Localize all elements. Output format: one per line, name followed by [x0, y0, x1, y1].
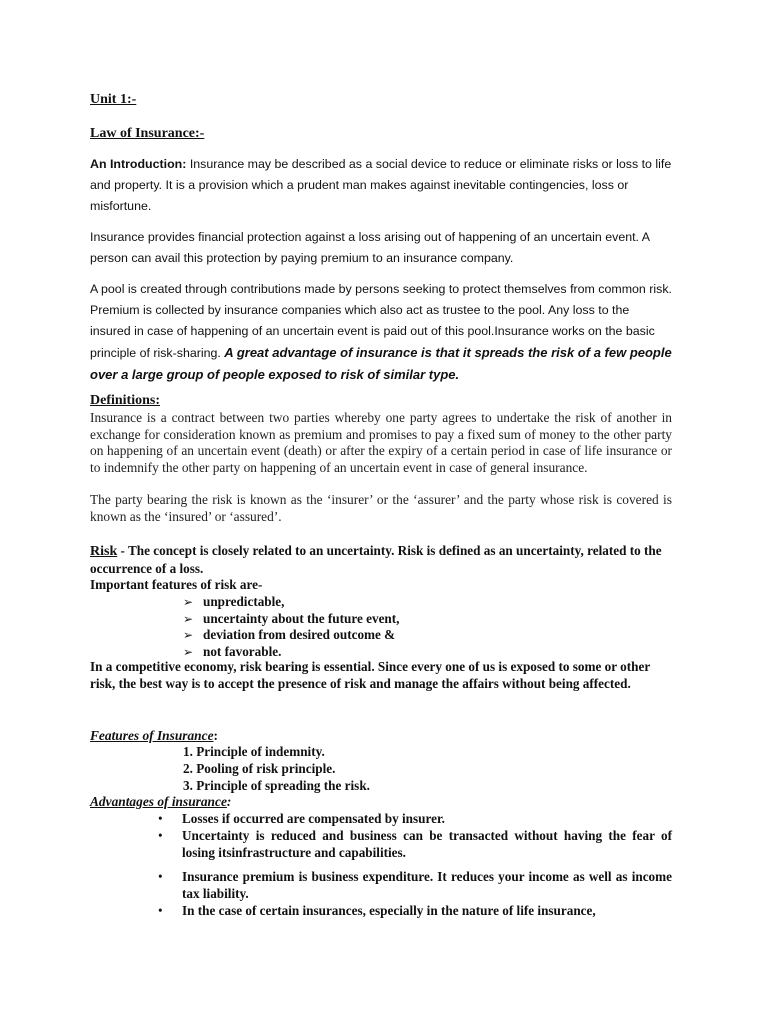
advantages-heading: Advantages of insurance	[90, 794, 227, 809]
risk-features-intro: Important features of risk are-	[90, 577, 263, 592]
risk-paragraph	[90, 543, 672, 577]
list-item: ➢ not favorable.	[183, 643, 282, 659]
list-item: • Uncertainty is reduced and business can be transacted without having the fear of losing itsinfrastructure and capabilities.	[158, 828, 672, 860]
risk-text: - The concept is closely related to an uncertainty. Risk is defined as an uncertainty, related to the occurrence of a loss.	[90, 543, 662, 576]
advantages-heading-row: Advantages of insurance:	[90, 794, 232, 809]
pool-text: A pool is created through contributions made by persons seeking to protect themselves from common risk. Premium is collected by insurance companies which also act as trustee to the pool. Any loss to the insured in case of happening of an uncertain event is paid out of this pool.Insurance works on the basic principle of risk-sharing.	[90, 282, 672, 360]
intro-label: An Introduction:	[90, 157, 187, 171]
unit-title: Unit 1:-	[90, 92, 137, 107]
advantages-list	[158, 810, 672, 861]
arrow-bullet-icon: ➢	[183, 611, 194, 626]
law-title: Law of Insurance:-	[90, 126, 205, 141]
intro-paragraph	[90, 154, 672, 217]
features-heading-row: Features of Insurance:	[90, 728, 218, 743]
definitions-paragraph-2: The party bearing the risk is known as the ‘insurer’ or the ‘assurer’ and the party whose risk is covered is known as the ‘insured’ or ‘assured’.	[90, 492, 672, 524]
list-item: ➢ uncertainty about the future event,	[183, 610, 400, 626]
risk-features-list	[183, 594, 399, 660]
definitions-paragraph-1: Insurance is a contract between two parties whereby one party agrees to undertake the risk of another in exchange for consideration known as premium and promises to pay a fixed sum of money to the other party on happening of an uncertain event (death) or after the expiry of a certain period in case of life insurance or to indemnify the other party on happening of an uncertain event in case of general insurance.	[90, 410, 672, 475]
advantages-list-continued	[158, 868, 672, 919]
intro-text: Insurance may be described as a social device to reduce or eliminate risks or loss to life and property. It is a provision which a prudent man makes against inevitable contingencies, loss or misfortune.	[90, 157, 672, 213]
list-item: 3. Principle of spreading the risk.	[183, 778, 370, 793]
features-list	[183, 743, 370, 794]
bullet-icon: •	[158, 828, 163, 843]
risk-label: Risk	[90, 544, 118, 559]
list-item: ➢ deviation from desired outcome &	[183, 627, 396, 642]
arrow-bullet-icon: ➢	[183, 595, 194, 609]
pool-emphasis: A great advantage of insurance is that it spreads the risk of a few people over a large group of people exposed to risk of similar type.	[90, 345, 672, 382]
features-heading: Features of Insurance	[90, 728, 214, 743]
arrow-bullet-icon: ➢	[183, 628, 194, 642]
definitions-heading: Definitions:	[90, 393, 160, 408]
list-item: • In the case of certain insurances, especially in the nature of life insurance,	[158, 903, 596, 918]
list-item: • Losses if occurred are compensated by insurer.	[158, 811, 445, 826]
list-item: 1. Principle of indemnity.	[183, 744, 325, 759]
bullet-icon: •	[158, 811, 163, 826]
protection-paragraph: Insurance provides financial protection against a loss arising out of happening of an uncertain event. A person can avail this protection by paying premium to an insurance company.	[90, 230, 650, 265]
bullet-icon: •	[158, 869, 163, 884]
arrow-bullet-icon: ➢	[183, 644, 194, 659]
list-item: ➢ unpredictable,	[183, 594, 285, 609]
list-item: • Insurance premium is business expenditure. It reduces your income as well as income tax liability.	[158, 869, 672, 901]
risk-closing-paragraph: In a competitive economy, risk bearing is essential. Since every one of us is exposed to some or other risk, the best way is to accept the presence of risk and manage the affairs without being affected.	[90, 659, 650, 691]
bullet-icon: •	[158, 903, 163, 918]
list-item: 2. Pooling of risk principle.	[183, 761, 336, 776]
pool-paragraph	[90, 279, 672, 386]
